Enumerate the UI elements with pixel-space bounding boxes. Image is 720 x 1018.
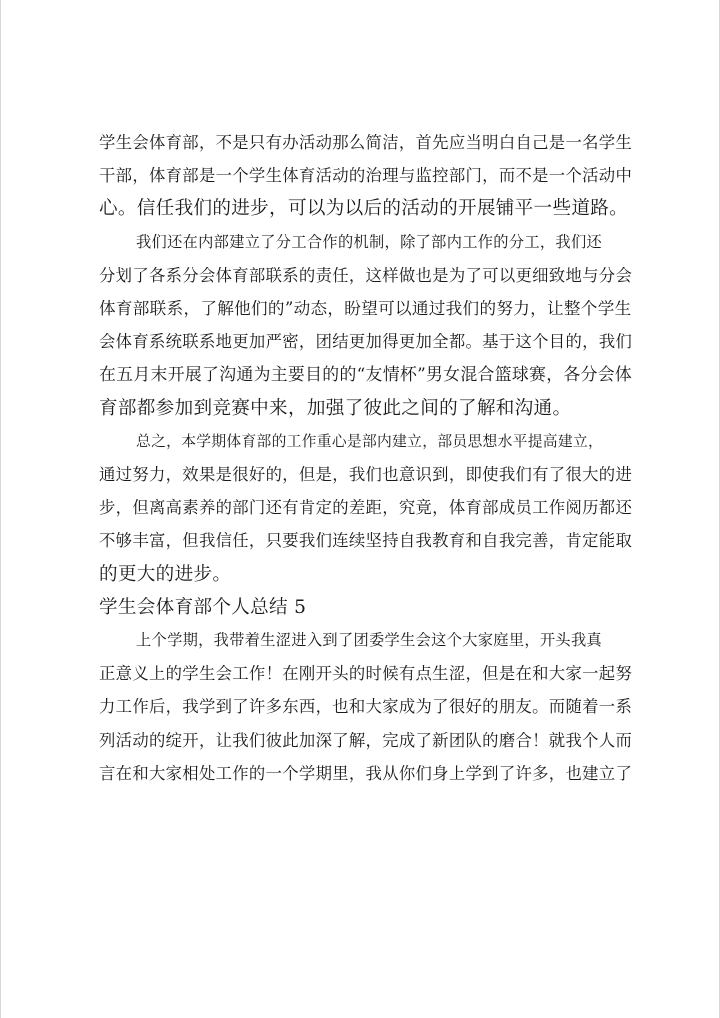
document-body: [99, 126, 631, 790]
text-line: 心。信任我们的进步，可以为以后的活动的开展铺平一些道路。: [99, 198, 629, 220]
paragraph-conclusion: [99, 425, 631, 591]
text-line: 会体育系统联系地更加严密，团结更加得更加全都。基于这个目的，我们: [99, 332, 633, 352]
paragraph-division-of-labor: [99, 226, 631, 425]
text-line: 在五月末开展了沟通为主要目的的“友情杯”男女混合篮球赛，各分会体: [99, 364, 633, 385]
text-line: 我们还在内部建立了分工合作的机制，除了部内工作的分工，我们还: [136, 232, 603, 251]
text-line: 列活动的绽开，让我们彼此加深了解，完成了新团队的磨合！就我个人而: [99, 730, 633, 750]
text-line: 干部，体育部是一个学生体育活动的治理与监控部门，而不是一个活动中: [99, 166, 633, 186]
text-line: 体育部联系，了解他们的”动态，盼望可以通过我们的努力，让整个学生: [99, 299, 632, 319]
text-line: 分划了各系分会体育部联系的责任，这样做也是为了可以更细致地与分会: [99, 265, 633, 285]
text-line: 上个学期，我带着生涩进入到了团委学生会这个大家庭里，开头我真: [136, 631, 603, 650]
text-line: 的更大的进步。: [99, 563, 232, 585]
text-line: 不够丰富，但我信任，只要我们连续坚持自我教育和自我完善，肯定能取: [99, 531, 633, 551]
paragraph-role-of-sports-dept: [99, 126, 631, 226]
text-line: 学生会体育部，不是只有办活动那么简洁，首先应当明白自己是一名学生: [99, 133, 633, 152]
text-line: 正意义上的学生会工作！在刚开头的时候有点生涩，但是在和大家一起努: [99, 664, 633, 684]
text-line: 力工作后，我学到了许多东西，也和大家成为了很好的朋友。而随着一系: [99, 697, 633, 717]
text-line: 步，但离高素养的部门还有肯定的差距，究竟，体育部成员工作阅历都还: [99, 498, 633, 518]
text-line: 总之，本学期体育部的工作重心是部内建立，部员思想水平提高建立，: [136, 432, 604, 450]
section-heading: 学生会体育部个人总结 5: [99, 596, 307, 618]
paragraph-first-semester: [99, 624, 631, 790]
text-line: 通过努力，效果是很好的，但是，我们也意识到，即使我们有了很大的进: [99, 465, 633, 485]
text-line: 言在和大家相处工作的一个学期里，我从你们身上学到了许多，也建立了: [99, 763, 633, 783]
text-line: 育部都参加到竞赛中来，加强了彼此之间的了解和沟通。: [99, 397, 572, 419]
